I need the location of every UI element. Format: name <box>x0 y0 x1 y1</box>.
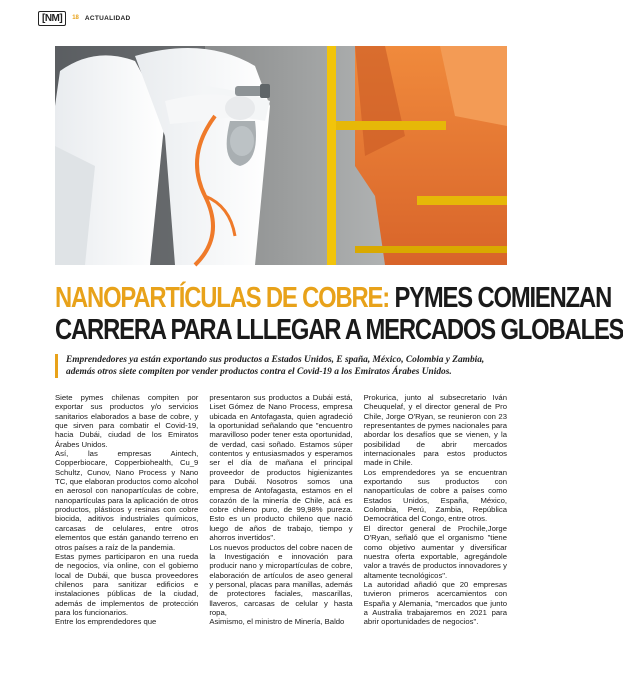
paragraph: Los emprendedores ya se encuentran exportando sus productos con nanopartículas de cobre a países como Estados Unidos, España, México, Colombia, Perú, Zambia, República Democrática del Congo, entre otros. <box>363 467 507 524</box>
article-column-2 <box>209 393 352 689</box>
headline-part2: PYMES COMIENZAN <box>394 282 612 314</box>
page-number: 18 <box>72 15 79 21</box>
paragraph: Los nuevos productos del cobre nacen de la Investigación e innovación para producir nano y micropartículas de cobre, elaboración de artículos de aseo general y personal, placas para manillas, además de protectores faciales, mascarillas, llaveros, carcasas de celular y hasta ropa, <box>209 542 353 617</box>
article-column-3 <box>364 393 507 689</box>
paragraph: Asimismo, el ministro de Minería, Baldo <box>209 617 345 627</box>
headline-line2: CARRERA PARA LLLEGAR A MERCADOS GLOBALES <box>55 314 623 346</box>
article-body <box>55 393 507 689</box>
paragraph: El director general de Prochile,Jorge O'Ryan, señaló que el organismo "tiene como objetivo aumentar y diversificar nuestra oferta exportable, agregándole valor a través de productos innovadores y altamente tecnológicos". <box>363 523 507 580</box>
section-label: ACTUALIDAD <box>84 14 131 22</box>
paragraph: presentaron sus productos a Dubái está, Liset Gómez de Nano Process, empresa ubicada en Antofagasta, quien agradeció la oportunidad señalando que "encuentro maravilloso poder tener esta oportunidad, de verdad, casi soñado. Estamos súper contentos y entusiasmados y esperamos ser el día de mañana el principal proveedor de productos higienizantes para Dubái. Nosotros somos una empresa de Antofagasta, estamos en el corazón de la minería de Chile, acá es cobre chileno puro, de 99,98% pureza. Esto es un producto chileno que nació luego de años de trabajo, tiempo y ahorros invertidos". <box>209 393 353 543</box>
page-header <box>38 10 131 26</box>
magazine-logo: [NM] <box>38 11 66 26</box>
paragraph: Siete pymes chilenas compiten por exportar sus productos y/o servicios sanitarios elaborados a base de cobre, y que sirven para combatir el Covid-19, hacia Dubái, ciudad de los Emiratos Árabes Unidos. <box>55 393 199 449</box>
paragraph: La autoridad añadió que 20 empresas tuvieron primeros acercamientos con España y Alemania, "mercados que junto a Australia trabajaremos en 2021 para abrir oportunidades de negocios". <box>363 579 507 627</box>
paragraph: Estas pymes participaron en una rueda de negocios, vía online, con el gobierno local de Dubái, que busca proveedores chilenos para sanitizar edificios e instalaciones públicas de la ciudad, además de implementos de protección para los funcionarios. <box>55 551 199 617</box>
paragraph: Así, las empresas Aintech, Copperbiocare, Copperbiohealth, Cu_9 Schultz, Cunov, Nano Process y Nano TC, que elaboran productos como alcohol en aerosol con nanopartículas de cobre, nanopartículas para la aplicación de otros productos, plásticos y resinas con cobre biocida, aditivos industriales químicos, carcasas de celulares, entre otros elementos que están ganando terreno en otros países a raíz de la pandemia. <box>55 449 199 552</box>
headline <box>55 282 623 346</box>
workers-spraying-copper-nanoparticles-photo <box>55 46 507 265</box>
paragraph: Prokurica, junto al subsecretario Iván Cheuquelaf, y el director general de Pro Chile, Jorge O'Ryan, se reunieron con 23 representantes de pymes nacionales para abordar los desafíos que se vienen, y la posibilidad de abrir mercados internacionales para estos productos made in Chile. <box>363 393 507 468</box>
paragraph: Entre los emprendedores que <box>55 617 157 627</box>
article-column-1 <box>55 393 198 689</box>
lead-paragraph: Emprendedores ya están exportando sus productos a Estados Unidos, E spaña, México, Colombia y Zambia, además otros siete compiten por vender productos contra el Covid-19 a los Emiratos Árabes Unidos. <box>55 354 507 378</box>
headline-highlight: NANOPARTÍCULAS DE COBRE: <box>55 282 389 314</box>
